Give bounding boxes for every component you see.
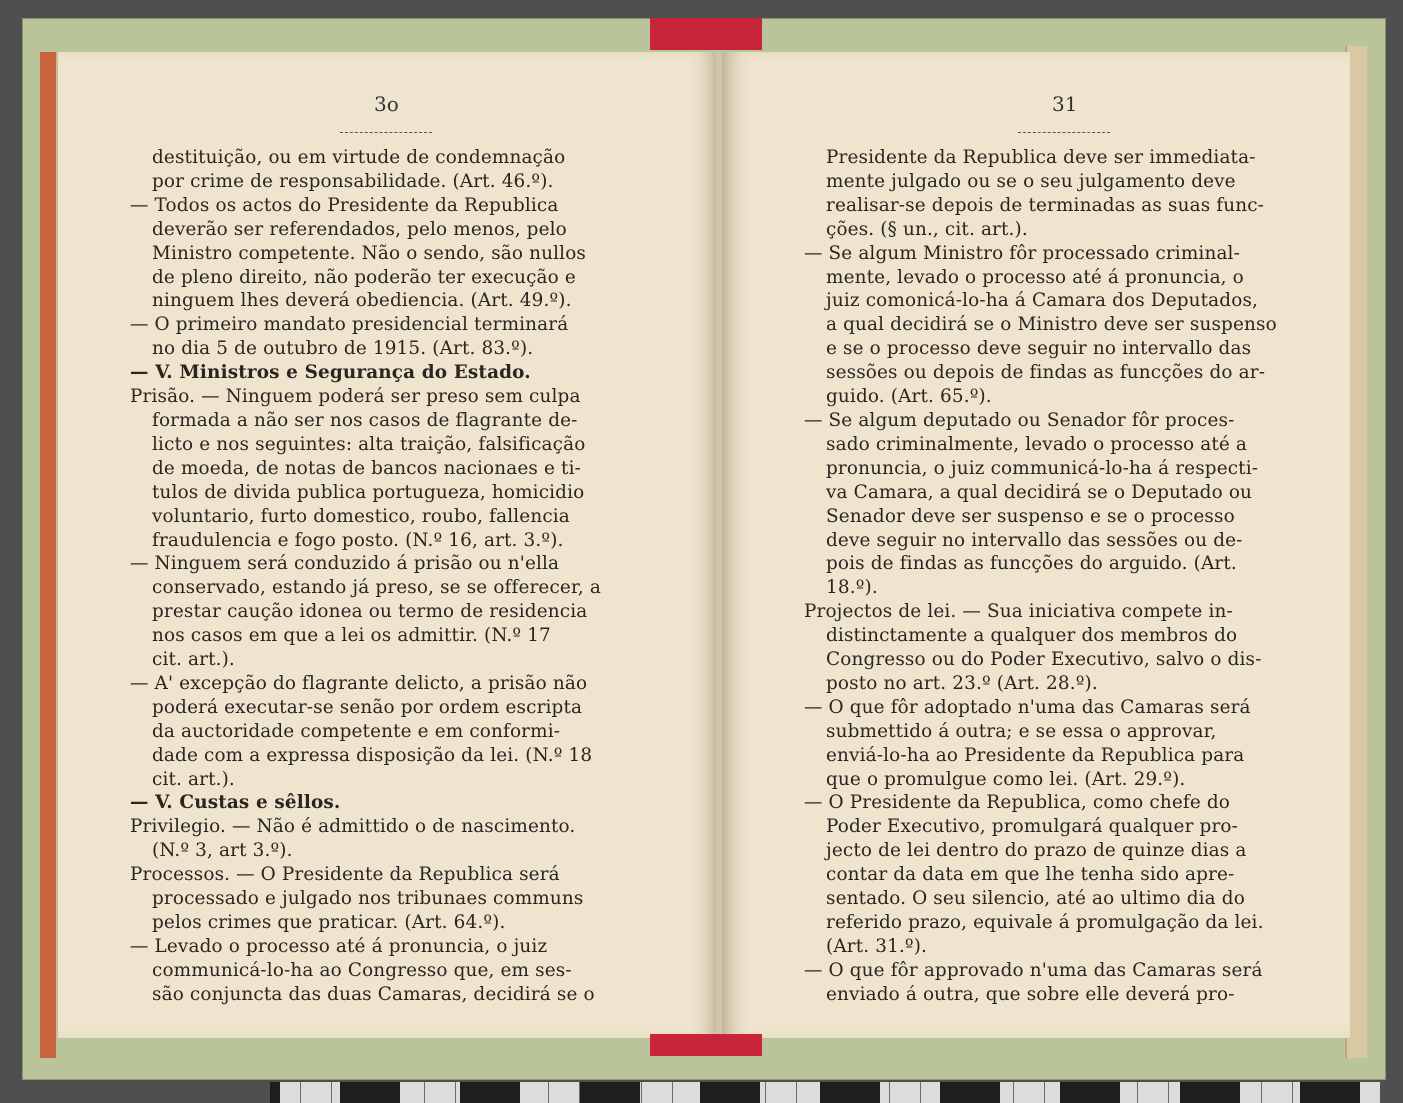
text-line: processado e julgado nos tribunaes communs bbox=[152, 888, 584, 910]
text-line: sado criminalmente, levado o processo até a bbox=[826, 433, 1248, 455]
text-line: guido. (Art. 65.º). bbox=[826, 386, 992, 408]
text-line: da auctoridade competente e em conformi- bbox=[152, 720, 561, 742]
text-line: Senador deve ser suspenso e se o processo bbox=[826, 505, 1235, 527]
text-line: 18.º). bbox=[826, 577, 878, 599]
text-line: Processos. — O Presidente da Republica será bbox=[130, 864, 560, 886]
ruler-mark bbox=[340, 1082, 400, 1103]
text-line: posto no art. 23.º (Art. 28.º). bbox=[826, 672, 1098, 694]
text-line: distinctamente a qualquer dos membros do bbox=[826, 625, 1238, 647]
ruler-mark bbox=[1060, 1082, 1120, 1103]
text-line: no dia 5 de outubro de 1915. (Art. 83.º). bbox=[152, 338, 534, 360]
text-line: ções. (§ un., cit. art.). bbox=[826, 218, 1028, 240]
text-line: destituição, ou em virtude de condemnação bbox=[152, 147, 566, 168]
text-line: communicá-lo-ha ao Congresso que, em ses- bbox=[152, 959, 572, 981]
ruler-mark bbox=[1300, 1082, 1360, 1103]
text-line: — O que fôr approvado n'uma das Camaras será bbox=[804, 959, 1263, 981]
text-line: Projectos de lei. — Sua iniciativa compete in- bbox=[804, 601, 1233, 623]
text-line: ninguem lhes deverá obediencia. (Art. 49.º). bbox=[152, 290, 572, 312]
text-line: por crime de responsabilidade. (Art. 46.º). bbox=[152, 170, 554, 192]
text-line: enviá-lo-ha ao Presidente da Republica para bbox=[826, 744, 1245, 766]
text-line: deve seguir no intervallo das sessões ou de- bbox=[826, 529, 1243, 551]
text-line: pelos crimes que praticar. (Art. 64.º). bbox=[152, 912, 506, 933]
text-line: (N.º 3, art 3.º). bbox=[152, 840, 293, 862]
text-line: — Levado o processo até á pronuncia, o juiz bbox=[130, 935, 548, 957]
bookmark-ribbon-top bbox=[650, 18, 762, 50]
text-line: são conjuncta das duas Camaras, decidirá se o bbox=[152, 983, 595, 1005]
text-line: referido prazo, equivale á promulgação da lei. bbox=[826, 912, 1264, 933]
text-line: e se o processo deve seguir no intervallo das bbox=[826, 338, 1252, 360]
text-line: contar da data em que lhe tenha sido apre- bbox=[826, 864, 1235, 886]
text-line: voluntario, furto domestico, roubo, fallencia bbox=[152, 505, 570, 527]
text-line: que o promulgue como lei. (Art. 29.º). bbox=[826, 768, 1186, 790]
cover-edge-left bbox=[40, 52, 56, 1058]
text-line: Ministro competente. Não o sendo, são nullos bbox=[152, 242, 587, 264]
ruler-mark bbox=[700, 1082, 760, 1103]
text-line: pois de findas as funcções do arguido. (Art. bbox=[826, 553, 1237, 575]
text-line: deverão ser referendados, pelo menos, pelo bbox=[152, 218, 567, 240]
text-line: — O que fôr adoptado n'uma das Camaras será bbox=[804, 696, 1251, 718]
text-line: a qual decidirá se o Ministro deve ser suspenso bbox=[826, 314, 1277, 336]
text-line: dade com a expressa disposição da lei. (N.º 18 bbox=[152, 744, 593, 766]
text-line: Congresso ou do Poder Executivo, salvo o dis- bbox=[826, 649, 1262, 671]
bookmark-ribbon-bottom bbox=[650, 1034, 762, 1056]
page-text bbox=[804, 146, 1326, 1007]
text-line: poderá executar-se senão por ordem escripta bbox=[152, 696, 583, 718]
text-line: Poder Executivo, promulgará qualquer pro- bbox=[826, 816, 1238, 838]
text-line: — Se algum deputado ou Senador fôr proces- bbox=[804, 409, 1235, 431]
text-line: submettido á outra; e se essa o approvar, bbox=[826, 720, 1217, 742]
text-line: formada a não ser nos casos de flagrante de- bbox=[152, 409, 578, 431]
text-line: de moeda, de notas de bancos nacionaes e ti- bbox=[152, 457, 581, 479]
header-rule bbox=[1018, 132, 1110, 133]
text-line: tulos de divida publica portugueza, homicidio bbox=[152, 481, 585, 503]
text-line: sessões ou depois de findas as funcções do ar- bbox=[826, 362, 1266, 384]
text-line: va Camara, a qual decidirá se o Deputado ou bbox=[826, 481, 1253, 503]
text-line: — Ninguem será conduzido á prisão ou n'ella bbox=[130, 553, 560, 575]
text-line: sentado. O seu silencio, até ao ultimo dia do bbox=[826, 888, 1245, 910]
text-line: fraudulencia e fogo posto. (N.º 16, art. 3.º). bbox=[152, 529, 564, 551]
text-line: Privilegio. — Não é admittido o de nascimento. bbox=[130, 816, 576, 838]
ruler-mark bbox=[1180, 1082, 1240, 1103]
text-line: de pleno direito, não poderão ter execução e bbox=[152, 266, 576, 288]
text-line: realisar-se depois de terminadas as suas func- bbox=[826, 194, 1265, 216]
text-line: cit. art.). bbox=[152, 768, 235, 790]
right-page bbox=[722, 52, 1350, 1038]
text-line: mente julgado ou se o seu julgamento deve bbox=[826, 170, 1236, 192]
text-line: — A' excepção do flagrante delicto, a prisão não bbox=[130, 672, 588, 694]
ruler-mark bbox=[820, 1082, 880, 1103]
text-line: cit. art.). bbox=[152, 649, 235, 671]
text-line: enviado á outra, que sobre elle deverá pro- bbox=[826, 983, 1235, 1005]
text-line: — O primeiro mandato presidencial terminará bbox=[130, 314, 569, 336]
header-rule bbox=[340, 132, 432, 133]
ruler-mark bbox=[940, 1082, 1000, 1103]
text-line: conservado, estando já preso, se se offerecer, a bbox=[152, 577, 601, 599]
page-number: 31 bbox=[1052, 92, 1078, 116]
text-line: — Todos os actos do Presidente da Republica bbox=[130, 194, 559, 216]
text-line: pronuncia, o juiz communicá-lo-ha á respecti- bbox=[826, 457, 1259, 479]
text-line: Prisão. — Ninguem poderá ser preso sem culpa bbox=[130, 386, 581, 408]
text-line: mente, levado o processo até á pronuncia, o bbox=[826, 266, 1244, 288]
text-line: — Se algum Ministro fôr processado criminal- bbox=[804, 242, 1240, 264]
text-line: licto e nos seguintes: alta traição, falsificação bbox=[152, 433, 586, 455]
text-line: jecto de lei dentro do prazo de quinze dias a bbox=[826, 840, 1247, 862]
ruler-mark bbox=[580, 1082, 640, 1103]
page-text bbox=[130, 146, 660, 1007]
page-number: 3o bbox=[374, 92, 399, 116]
text-line: prestar caução idonea ou termo de residencia bbox=[152, 601, 588, 623]
ruler-mark bbox=[270, 1082, 280, 1103]
left-page bbox=[58, 52, 718, 1038]
ruler-mark bbox=[460, 1082, 520, 1103]
text-line: (Art. 31.º). bbox=[826, 935, 928, 957]
text-line: — V. Custas e sêllos. bbox=[130, 792, 341, 814]
text-line: juiz comonicá-lo-ha á Camara dos Deputados, bbox=[826, 290, 1259, 312]
text-line: Presidente da Republica deve ser immediata- bbox=[826, 147, 1256, 168]
text-line: — O Presidente da Republica, como chefe do bbox=[804, 792, 1231, 814]
text-line: nos casos em que a lei os admittir. (N.º 17 bbox=[152, 625, 551, 647]
text-line: — V. Ministros e Segurança do Estado. bbox=[130, 362, 531, 384]
